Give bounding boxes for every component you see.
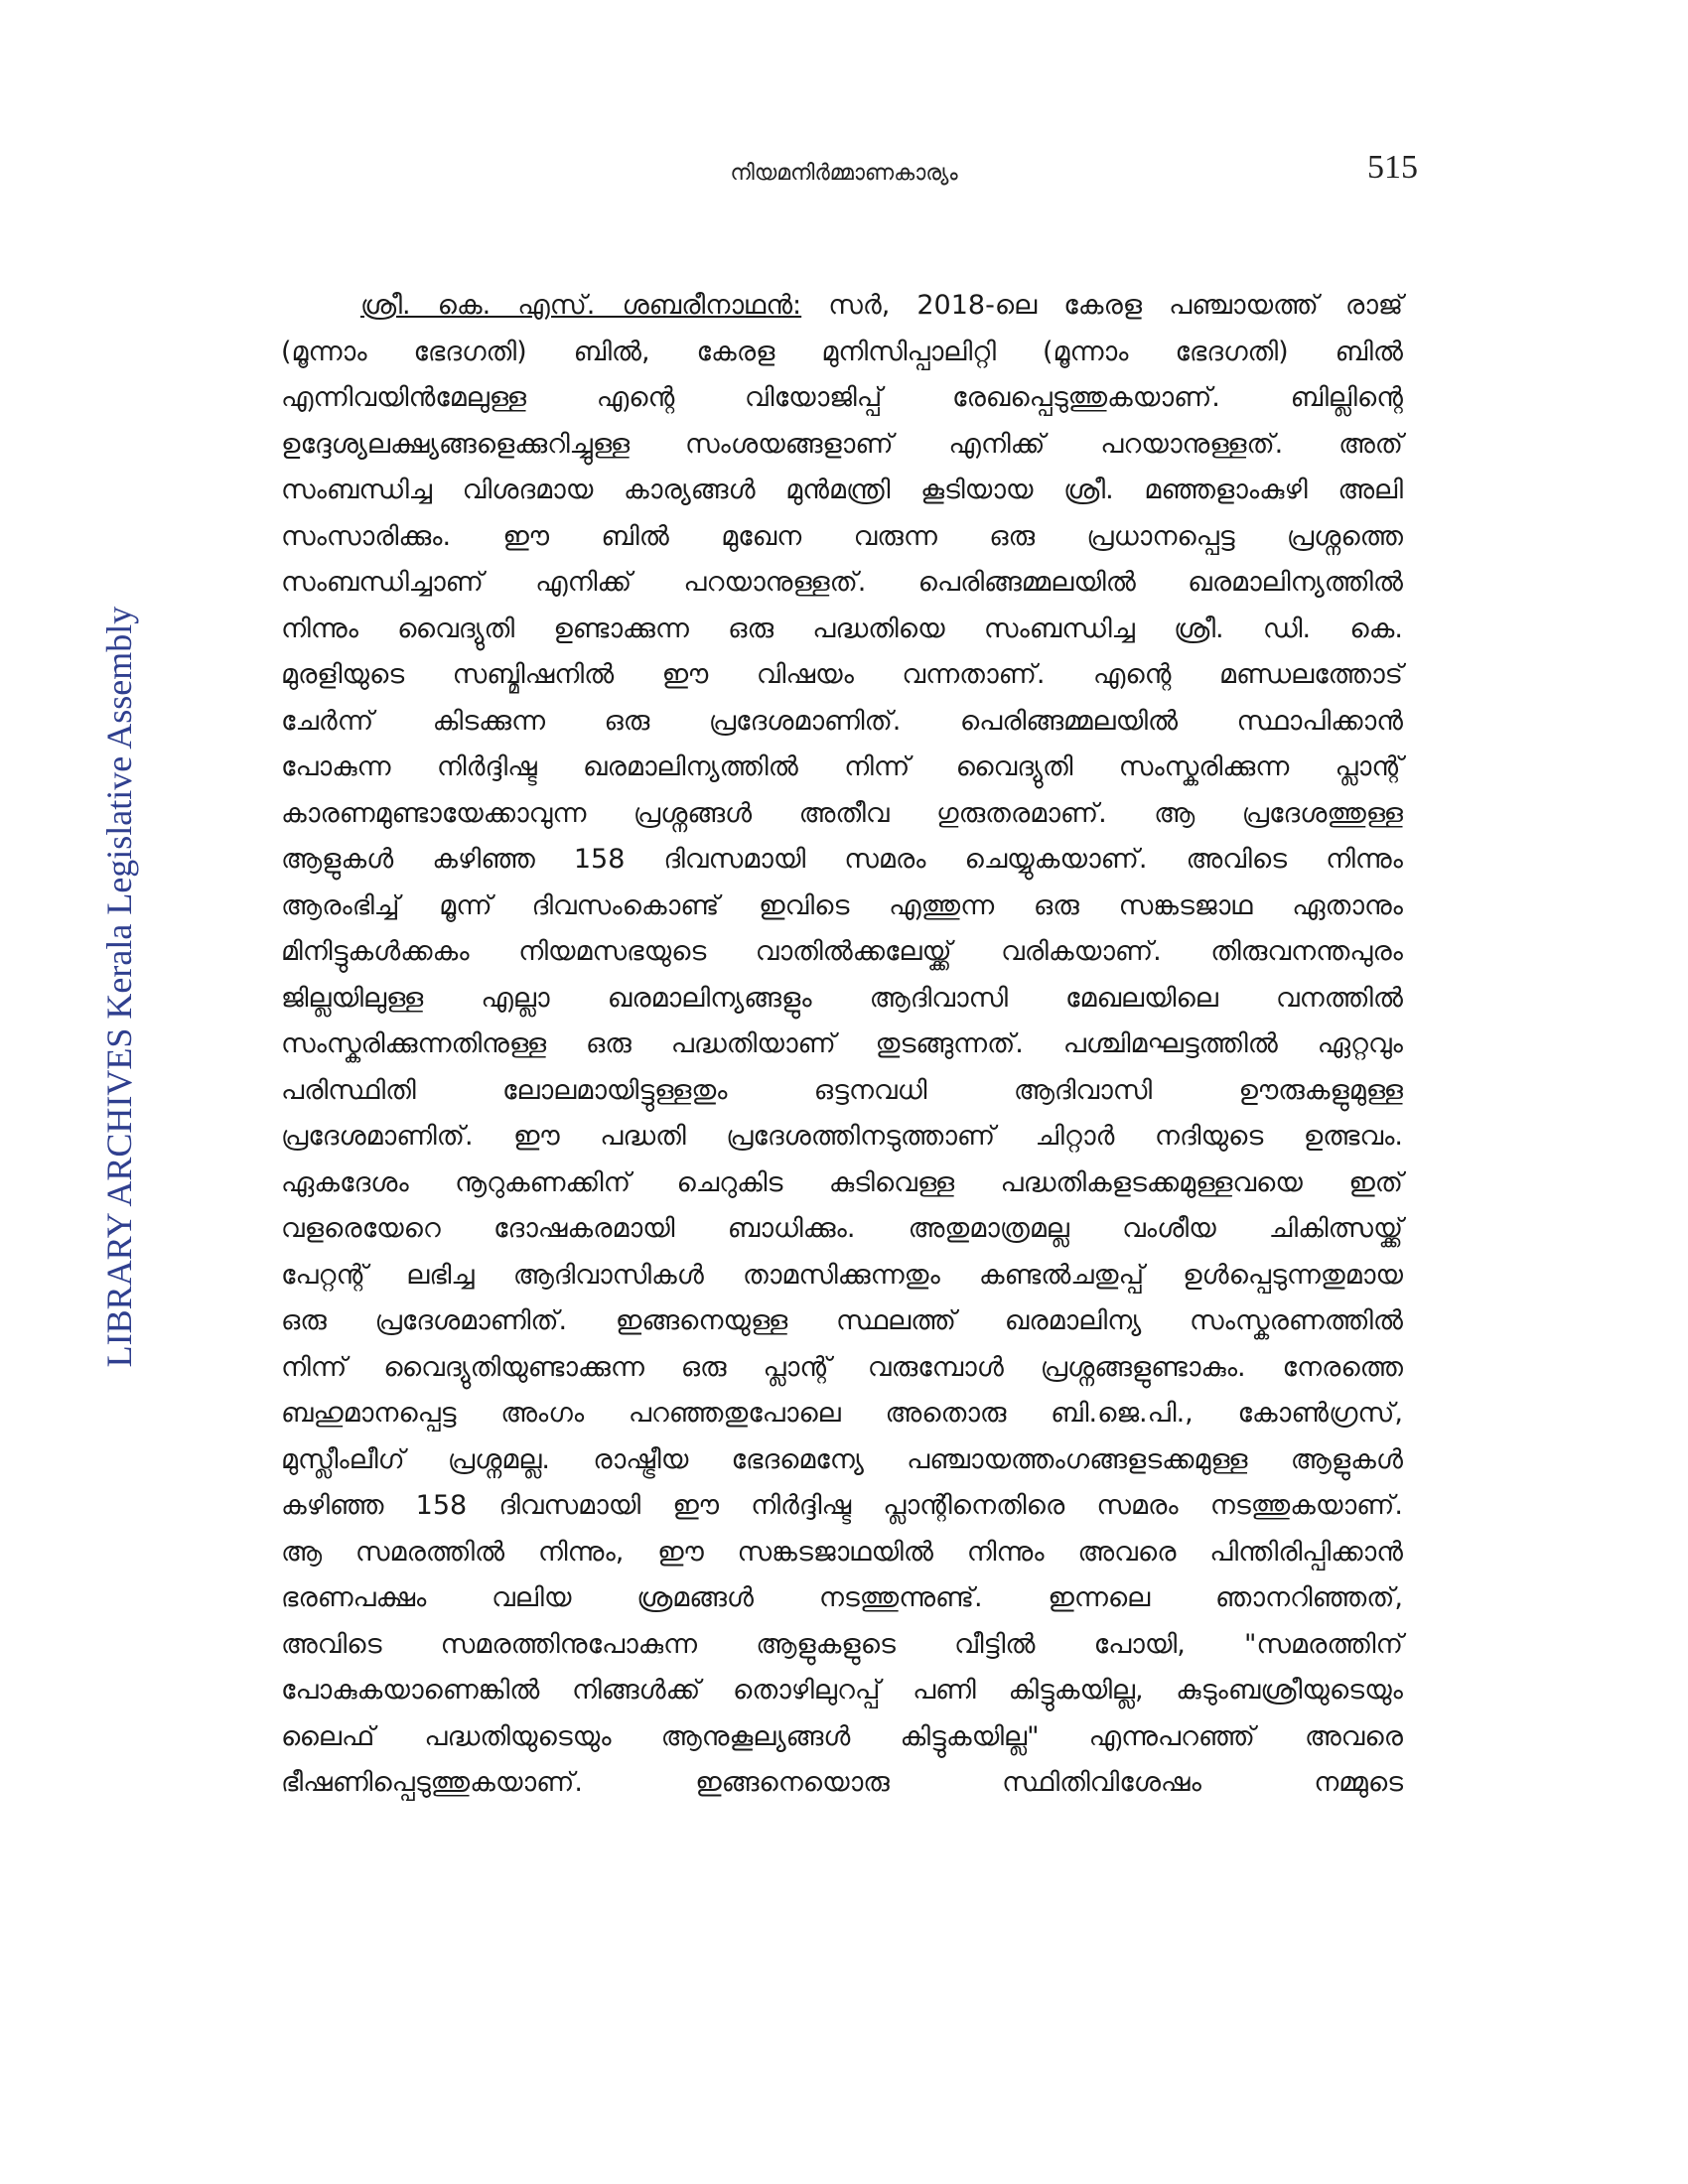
speech-line: പേറ്റന്റ് ലഭിച്ച ആദിവാസികൾ താമസിക്കുന്നതും കണ്ടൽചതുപ്പ് ഉൾപ്പെടുന്നതുമായ [281,1259,1403,1291]
speech-line-text: സർ, 2018-ലെ കേരള പഞ്ചായത്ത് രാജ് [801,290,1403,321]
speech-line: സംബന്ധിച്ചാണ് എനിക്ക് പറയാനുള്ളത്. പെരിങ്ങമ്മലയിൽ ഖരമാലിന്യത്തിൽ [281,567,1403,598]
running-title: നിയമനിർമ്മാണകാര്യം [730,161,958,186]
speech-line: മിനിട്ടുകൾക്കകം നിയമസഭയുടെ വാതിൽക്കലേയ്ക്ക് വരികയാണ്. തിരുവനന്തപുരം [281,936,1403,967]
speech-line: സംസാരിക്കും. ഈ ബിൽ മുഖേന വരുന്ന ഒരു പ്രധാനപ്പെട്ട പ്രശ്നത്തെ [281,520,1403,552]
speech-line: സംസ്കരിക്കുന്നതിനുള്ള ഒരു പദ്ധതിയാണ് തുടങ്ങുന്നത്. പശ്ചിമഘട്ടത്തിൽ ഏറ്റവും [281,1028,1403,1059]
speech-line: സംബന്ധിച്ച വിശദമായ കാര്യങ്ങൾ മുൻമന്ത്രി കൂടിയായ ശ്രീ. മഞ്ഞളാംകുഴി അലി [281,475,1403,505]
speech-line: ആരംഭിച്ച് മൂന്ന് ദിവസംകൊണ്ട് ഇവിടെ എത്തുന്ന ഒരു സങ്കടജാഥ ഏതാനും [281,889,1403,921]
speech-line: ഏകദേശം നൂറുകണക്കിന് ചെറുകിട കുടിവെള്ള പദ്ധതികളടക്കമുള്ളവയെ ഇത് [281,1166,1403,1198]
speech-line: പരിസ്ഥിതി ലോലമായിട്ടുള്ളതും ഒട്ടനവധി ആദിവാസി ഊരുകളുമുള്ള [281,1074,1403,1106]
speech-line: എന്നിവയിൻമേലുള്ള എന്റെ വിയോജിപ്പ് രേഖപ്പെടുത്തുകയാണ്. ബില്ലിന്റെ [281,382,1403,413]
speech-line: ജില്ലയിലുള്ള എല്ലാ ഖരമാലിന്യങ്ങളും ആദിവാസി മേഖലയിലെ വനത്തിൽ [281,982,1403,1014]
speech-line: കഴിഞ്ഞ 158 ദിവസമായി ഈ നിർദ്ദിഷ്ട പ്ലാന്റിനെതിരെ സമരം നടത്തുകയാണ്. [281,1490,1403,1521]
speech-line: വളരെയേറെ ദോഷകരമായി ബാധിക്കും. അതുമാത്രമല്ല വംശീയ ചികിത്സയ്ക്ക് [281,1213,1403,1244]
speech-line: നിന്ന് വൈദ്യുതിയുണ്ടാക്കുന്ന ഒരു പ്ലാന്റ് വരുമ്പോൾ പ്രശ്നങ്ങളുണ്ടാകും. നേരത്തെ [281,1351,1403,1383]
speech-line: ലൈഫ് പദ്ധതിയുടെയും ആനുകൂല്യങ്ങൾ കിട്ടുകയില്ല" എന്നുപറഞ്ഞ് അവരെ [281,1720,1403,1752]
speech-line: ചേർന്ന് കിടക്കുന്ന ഒരു പ്രദേശമാണിത്. പെരിങ്ങമ്മലയിൽ സ്ഥാപിക്കാൻ [281,705,1403,737]
speech-line: ഒരു പ്രദേശമാണിത്. ഇങ്ങനെയുള്ള സ്ഥലത്ത് ഖരമാലിന്യ സംസ്കരണത്തിൽ [281,1305,1403,1336]
speech-line: പ്രദേശമാണിത്. ഈ പദ്ധതി പ്രദേശത്തിനടുത്താണ് ചിറ്റാർ നദിയുടെ ഉത്ഭവം. [281,1121,1403,1152]
speech-line: ബഹുമാനപ്പെട്ട അംഗം പറഞ്ഞതുപോലെ അതൊരു ബി.ജെ.പി., കോൺഗ്രസ്, [281,1398,1403,1429]
page-number: 515 [1367,149,1418,186]
speech-line: (മൂന്നാം ഭേദഗതി) ബിൽ, കേരള മുനിസിപ്പാലിറ്റി (മൂന്നാം ഭേദഗതി) ബിൽ [281,336,1403,367]
speech-line: പോകുകയാണെങ്കിൽ നിങ്ങൾക്ക് തൊഴിലുറപ്പ് പണി കിട്ടുകയില്ല, കുടുംബശ്രീയുടെയും [281,1675,1403,1706]
speech-line: ഭീഷണിപ്പെടുത്തുകയാണ്. ഇങ്ങനെയൊരു സ്ഥിതിവിശേഷം നമ്മുടെ [281,1767,1403,1798]
speech-body [281,283,1403,2070]
speech-line: ഭരണപക്ഷം വലിയ ശ്രമങ്ങൾ നടത്തുന്നുണ്ട്. ഇന്നലെ ഞാനറിഞ്ഞത്, [281,1582,1403,1613]
speech-line: മുസ്ലീംലീഗ് പ്രശ്നമല്ല. രാഷ്ട്രീയ ഭേദമെന്യേ പഞ്ചായത്തംഗങ്ങളടക്കമുള്ള ആളുകൾ [281,1443,1403,1475]
speaker-name: ശ്രീ. കെ. എസ്. ശബരീനാഥൻ: [360,290,802,321]
speech-line: അവിടെ സമരത്തിനുപോകുന്ന ആളുകളുടെ വീട്ടിൽ പോയി, "സമരത്തിന് [281,1628,1403,1660]
speech-line: കാരണമുണ്ടായേക്കാവുന്ന പ്രശ്നങ്ങൾ അതീവ ഗുരുതരമാണ്. ആ പ്രദേശത്തുള്ള [281,797,1403,829]
speech-line [281,283,1403,330]
speech-line: ആ സമരത്തിൽ നിന്നും, ഈ സങ്കടജാഥയിൽ നിന്നും അവരെ പിന്തിരിപ്പിക്കാൻ [281,1536,1403,1568]
speech-line: ഉദ്ദേശ്യലക്ഷ്യങ്ങളെക്കുറിച്ചുള്ള സംശയങ്ങളാണ് എനിക്ക് പറയാനുള്ളത്. അത് [281,428,1403,460]
speech-line: മുരളിയുടെ സബ്മിഷനിൽ ഈ വിഷയം വന്നതാണ്. എന്റെ മണ്ഡലത്തോട് [281,659,1403,690]
speech-line: നിന്നും വൈദ്യുതി ഉണ്ടാക്കുന്ന ഒരു പദ്ധതിയെ സംബന്ധിച്ച ശ്രീ. ഡി. കെ. [281,613,1403,644]
speech-line: ആളുകൾ കഴിഞ്ഞ 158 ദിവസമായി സമരം ചെയ്യുകയാണ്. അവിടെ നിന്നും [281,844,1403,875]
speech-line: പോകുന്ന നിർദ്ദിഷ്ട ഖരമാലിന്യത്തിൽ നിന്ന് വൈദ്യുതി സംസ്കരിക്കുന്ന പ്ലാന്റ് [281,751,1403,782]
archive-watermark: LIBRARY ARCHIVES Kerala Legislative Assembly [99,606,139,1368]
